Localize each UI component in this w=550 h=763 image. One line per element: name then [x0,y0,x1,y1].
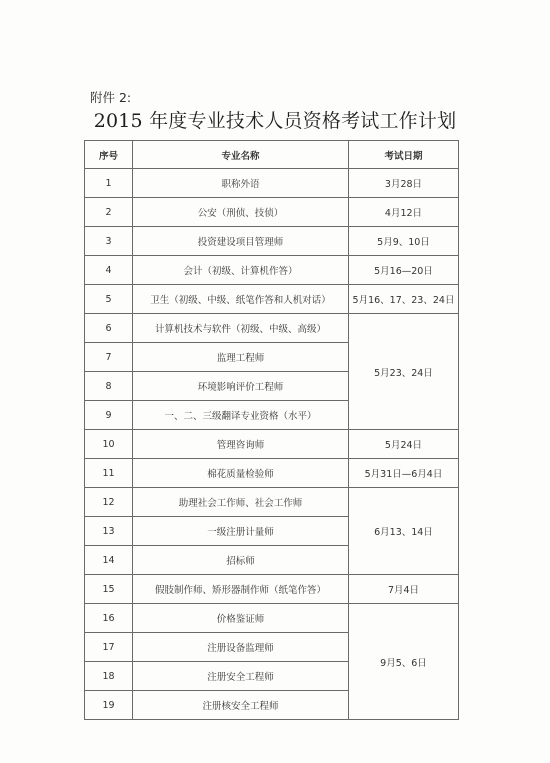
row-number: 1 [85,169,133,198]
row-number: 4 [85,256,133,285]
row-number: 17 [85,633,133,662]
exam-date: 9月5、6日 [349,604,459,720]
table-row [85,314,459,343]
specialty-name: 公安（刑侦、技侦） [133,198,349,227]
row-number: 6 [85,314,133,343]
specialty-name: 价格鉴证师 [133,604,349,633]
row-number: 15 [85,575,133,604]
exam-date: 3月28日 [349,169,459,198]
specialty-name: 注册设备监理师 [133,633,349,662]
page-title: 2015 年度专业技术人员资格考试工作计划 [93,110,457,132]
exam-date: 4月12日 [349,198,459,227]
table-header-row [85,141,459,169]
row-number: 5 [85,285,133,314]
column-header-number: 序号 [85,141,133,169]
exam-date: 5月16、17、23、24日 [349,285,459,314]
exam-date: 5月23、24日 [349,314,459,430]
exam-date: 6月13、14日 [349,488,459,575]
row-number: 18 [85,662,133,691]
exam-date: 7月4日 [349,575,459,604]
table-row [85,488,459,517]
row-number: 14 [85,546,133,575]
row-number: 19 [85,691,133,720]
exam-date: 5月31日—6月4日 [349,459,459,488]
row-number: 12 [85,488,133,517]
specialty-name: 注册核安全工程师 [133,691,349,720]
specialty-name: 监理工程师 [133,343,349,372]
specialty-name: 假肢制作师、矫形器制作师（纸笔作答） [133,575,349,604]
row-number: 9 [85,401,133,430]
specialty-name: 一级注册计量师 [133,517,349,546]
row-number: 16 [85,604,133,633]
specialty-name: 招标师 [133,546,349,575]
row-number: 11 [85,459,133,488]
exam-plan-table [84,140,459,720]
table-row [85,430,459,459]
specialty-name: 会计（初级、计算机作答） [133,256,349,285]
table-row [85,604,459,633]
specialty-name: 职称外语 [133,169,349,198]
specialty-name: 计算机技术与软件（初级、中级、高级） [133,314,349,343]
specialty-name: 棉花质量检验师 [133,459,349,488]
row-number: 10 [85,430,133,459]
specialty-name: 注册安全工程师 [133,662,349,691]
row-number: 2 [85,198,133,227]
specialty-name: 环境影响评价工程师 [133,372,349,401]
table-row [85,459,459,488]
row-number: 13 [85,517,133,546]
column-header-name: 专业名称 [133,141,349,169]
row-number: 8 [85,372,133,401]
exam-date: 5月9、10日 [349,227,459,256]
column-header-date: 考试日期 [349,141,459,169]
row-number: 7 [85,343,133,372]
row-number: 3 [85,227,133,256]
table-row [85,285,459,314]
specialty-name: 一、二、三级翻译专业资格（水平） [133,401,349,430]
specialty-name: 卫生（初级、中级、纸笔作答和人机对话） [133,285,349,314]
table-row [85,169,459,198]
table-row [85,198,459,227]
specialty-name: 管理咨询师 [133,430,349,459]
exam-date: 5月16—20日 [349,256,459,285]
specialty-name: 助理社会工作师、社会工作师 [133,488,349,517]
table-row [85,575,459,604]
attachment-label: 附件 2: [90,90,132,105]
specialty-name: 投资建设项目管理师 [133,227,349,256]
table-row [85,227,459,256]
exam-date: 5月24日 [349,430,459,459]
table-row [85,256,459,285]
